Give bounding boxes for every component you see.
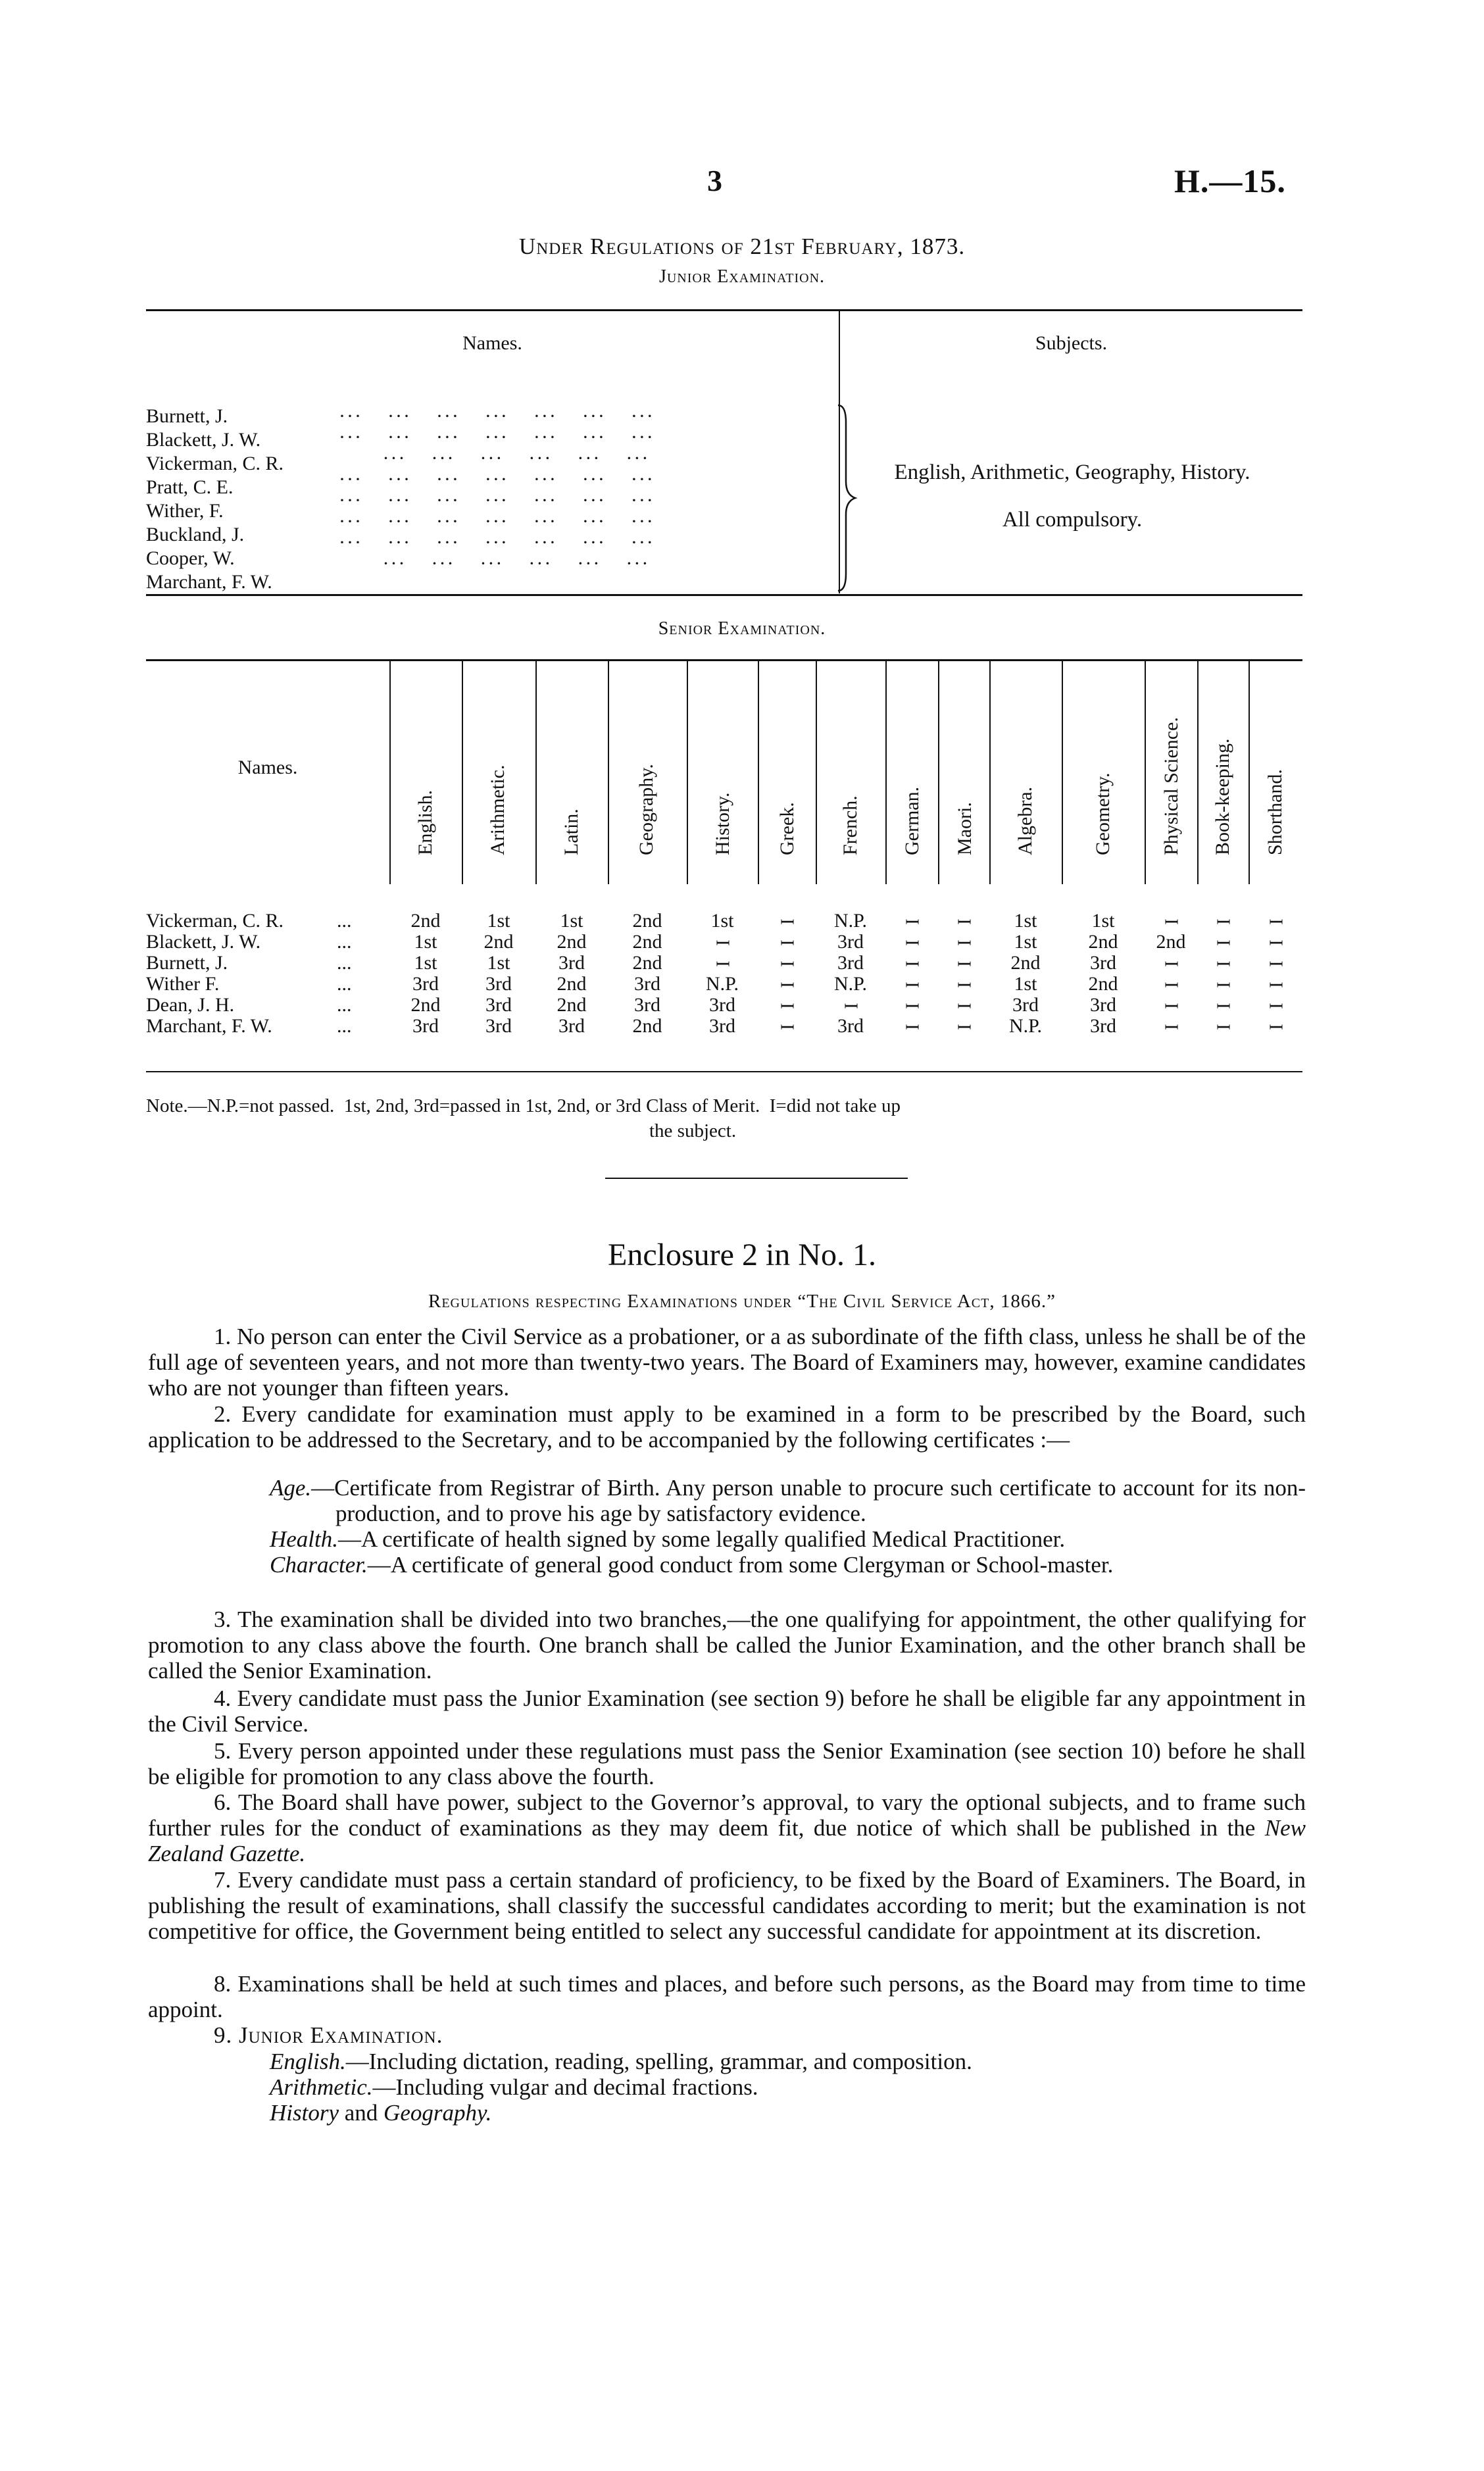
table-cell: 1st: [1014, 931, 1037, 953]
junior-subjects-text: English, Arithmetic, Geography, History.: [894, 461, 1250, 484]
junior-bottom-rule: [146, 594, 1302, 596]
table-cell: 1st: [487, 910, 510, 932]
table-cell: 3rd: [412, 1015, 439, 1037]
paragraph-6: 6. The Board shall have power, subject to the Governor’s approval, to vary the optional subjects, and to frame such further rules for the conduct of examinations as they may deem fit, due notice of which shall be published in the New Zealand Gazette.: [148, 1789, 1306, 1866]
list-item: Wither, F.: [146, 500, 224, 522]
table-cell: 2nd: [632, 952, 662, 974]
table-cell: 3rd: [837, 1015, 864, 1037]
junior-subjects-header: Subjects.: [1035, 332, 1108, 354]
table-cell: 3rd: [1012, 994, 1039, 1016]
table-cell: 1st: [1091, 910, 1115, 932]
junior-brace: [834, 403, 860, 593]
table-cell: 1st: [414, 931, 437, 953]
table-cell: 3rd: [709, 994, 735, 1016]
table-row-name: Blackett, J. W.: [146, 931, 261, 953]
regulations-title: Under Regulations of 21st February, 1873.: [518, 234, 966, 259]
leader-dots: ··· ··· ··· ··· ··· ··· ··· ··· ··· ··· ··· ··· ··· ··· ··· ··· ··· ··· ··· ··· ··· ··· ··· ··· ··· ··· ··· ··· ··· ··· ··· ··· ··· ··· ··· ··· ··· ··· ··· ··· ··· ··· ··· ··· ··· ··· ··· ··· ··· ··· ··· ··· ··· ···: [339, 405, 655, 574]
certificate-character: Character.—A certificate of general good conduct from some Clergyman or School-master.: [270, 1552, 1114, 1578]
table-cell: 2nd: [556, 973, 587, 995]
table-cell: 2nd: [632, 910, 662, 932]
table-cell: I: [840, 1003, 861, 1009]
table-cell: 1st: [487, 952, 510, 974]
table-cell: N.P.: [833, 910, 868, 932]
table-cell: I: [1212, 982, 1233, 988]
senior-top-rule: [146, 659, 1302, 661]
subject-header: Geography.: [635, 764, 657, 855]
table-cell: I: [901, 982, 922, 988]
table-cell: 3rd: [634, 973, 660, 995]
table-row-name: Burnett, J.: [146, 952, 228, 974]
junior-names-header: Names.: [462, 332, 522, 354]
subject-header: Physical Science.: [1160, 717, 1182, 855]
subject-english: English.—Including dictation, reading, spelling, grammar, and composition.: [270, 2049, 972, 2074]
table-cell: 2nd: [1156, 931, 1186, 953]
table-cell: 2nd: [410, 994, 441, 1016]
junior-exam-subjects: [270, 2049, 1306, 2126]
senior-bottom-rule: [146, 1071, 1302, 1072]
enclosure-title: Enclosure 2 in No. 1.: [608, 1237, 876, 1272]
table-cell: 1st: [1014, 973, 1037, 995]
table-cell: I: [1265, 939, 1286, 946]
table-cell: I: [1160, 961, 1181, 967]
certificate-health: Health.—A certificate of health signed by some legally qualified Medical Practitioner.: [270, 1526, 1066, 1552]
table-cell: I: [712, 961, 733, 967]
junior-top-rule: [146, 309, 1302, 311]
table-cell: N.P.: [1008, 1015, 1043, 1037]
table-cell: 3rd: [837, 952, 864, 974]
subject-header: Latin.: [560, 809, 582, 855]
paragraph-4: 4. Every candidate must pass the Junior Examination (see section 9) before he shall be eligible far any appointment in the Civil Service.: [148, 1685, 1306, 1737]
table-cell: I: [1160, 982, 1181, 988]
subject-header: Arithmetic.: [487, 764, 508, 855]
subject-header: History.: [712, 792, 733, 855]
table-cell: I: [1160, 1003, 1181, 1009]
table-cell: I: [776, 982, 797, 988]
subject-header: Shorthand.: [1264, 769, 1286, 855]
table-cell: 2nd: [1088, 973, 1118, 995]
table-cell: I: [776, 1003, 797, 1009]
table-cell: 3rd: [1090, 1015, 1116, 1037]
senior-names-header: Names.: [237, 757, 298, 778]
table-row-name: Wither F.: [146, 973, 220, 995]
table-row-name: Dean, J. H.: [146, 994, 235, 1016]
page-number: 3: [707, 164, 722, 197]
list-item: Marchant, F. W.: [146, 571, 272, 593]
subject-header: Maori.: [954, 802, 976, 855]
table-cell: 3rd: [412, 973, 439, 995]
subject-header: Geometry.: [1092, 772, 1114, 855]
list-item: Buckland, J.: [146, 524, 245, 545]
table-row-name: Vickerman, C. R.: [146, 910, 284, 932]
subject-header: Algebra.: [1014, 786, 1036, 855]
table-cell: 2nd: [1088, 931, 1118, 953]
table-cell: I: [712, 939, 733, 946]
table-cell: I: [776, 1024, 797, 1030]
table-cell: I: [1265, 982, 1286, 988]
table-cell: I: [1265, 1024, 1286, 1030]
leader-dots: ... ... ... ... ... ...: [337, 910, 352, 1037]
certificate-age: Age.—Certificate from Registrar of Birth. Any person unable to procure such certificate to account for its non-production, and to prove his age by satisfactory evidence.: [270, 1475, 1306, 1526]
table-cell: I: [776, 918, 797, 925]
table-cell: 1st: [560, 910, 583, 932]
table-cell: N.P.: [833, 973, 868, 995]
paragraph-9: 9. Junior Examination.: [214, 2022, 443, 2048]
list-item: Pratt, C. E.: [146, 476, 234, 498]
subject-arithmetic: Arithmetic.—Including vulgar and decimal fractions.: [270, 2074, 758, 2100]
paragraph-7: 7. Every candidate must pass a certain standard of proficiency, to be fixed by the Board of Examiners. The Board, in publishing the result of examinations, shall classify the successful candidates according to merit; but the examination is not competitive for office, the Government being entitled to select any successful candidate for appointment at its discretion.: [148, 1867, 1306, 1944]
table-cell: I: [776, 939, 797, 946]
table-cell: I: [953, 982, 974, 988]
list-item: Cooper, W.: [146, 547, 235, 569]
table-cell: I: [953, 961, 974, 967]
table-cell: 2nd: [556, 994, 587, 1016]
table-cell: I: [901, 939, 922, 946]
table-cell: I: [901, 1003, 922, 1009]
certificates-list: [270, 1475, 1306, 1578]
junior-title: Junior Examination.: [658, 266, 826, 287]
table-cell: 2nd: [632, 931, 662, 953]
list-item: Vickerman, C. R.: [146, 453, 284, 474]
table-cell: 1st: [1014, 910, 1037, 932]
table-cell: I: [953, 939, 974, 946]
enclosure-subtitle: Regulations respecting Examinations under “The Civil Service Act, 1866.”: [428, 1291, 1056, 1312]
table-cell: 2nd: [1010, 952, 1041, 974]
subject-header: Greek.: [776, 802, 798, 855]
table-cell: 2nd: [483, 931, 514, 953]
table-cell: I: [1265, 961, 1286, 967]
table-cell: I: [953, 918, 974, 925]
table-cell: 3rd: [634, 994, 660, 1016]
paragraph-2: 2. Every candidate for examination must apply to be examined in a form to be prescribed by the Board, such application to be addressed to the Secretary, and to be accompanied by the following certificates :—: [148, 1401, 1306, 1453]
table-cell: I: [1265, 1003, 1286, 1009]
table-cell: I: [1212, 961, 1233, 967]
table-cell: I: [953, 1024, 974, 1030]
table-cell: I: [1160, 918, 1181, 925]
section-separator: [605, 1178, 908, 1179]
senior-title: Senior Examination.: [658, 618, 826, 639]
table-cell: 3rd: [485, 994, 512, 1016]
table-cell: I: [776, 961, 797, 967]
document-code: H.—15.: [1174, 162, 1286, 199]
table-cell: I: [1160, 1024, 1181, 1030]
table-cell: I: [1212, 1024, 1233, 1030]
table-cell: 1st: [710, 910, 734, 932]
table-note-continued: the subject.: [649, 1120, 737, 1141]
subject-header: Book-keeping.: [1212, 738, 1233, 855]
table-row-name: Marchant, F. W.: [146, 1015, 272, 1037]
subject-header: French.: [839, 795, 861, 855]
subject-history-geography: History and Geography.: [270, 2100, 492, 2126]
table-cell: 2nd: [556, 931, 587, 953]
paragraph-1: 1. No person can enter the Civil Service as a probationer, or a as subordinate of the fifth class, unless he shall be of the full age of seventeen years, and not more than twenty-two years. The Board of Examiners may, however, examine candidates who are not younger than fifteen years.: [148, 1324, 1306, 1401]
table-cell: I: [901, 1024, 922, 1030]
list-item: Blackett, J. W.: [146, 429, 261, 451]
table-cell: 3rd: [709, 1015, 735, 1037]
table-cell: 2nd: [632, 1015, 662, 1037]
table-cell: N.P.: [705, 973, 739, 995]
table-cell: I: [953, 1003, 974, 1009]
paragraph-3: 3. The examination shall be divided into two branches,—the one qualifying for appointment, the other qualifying for promotion to any class above the fourth. One branch shall be called the Junior Examination, and the other branch shall be called the Senior Examination.: [148, 1607, 1306, 1684]
list-item: Burnett, J.: [146, 405, 228, 427]
table-cell: I: [1212, 1003, 1233, 1009]
subject-header: English.: [414, 789, 436, 855]
junior-compulsory-text: All compulsory.: [1002, 508, 1143, 532]
table-cell: 3rd: [558, 1015, 585, 1037]
table-cell: 3rd: [485, 973, 512, 995]
table-cell: 3rd: [558, 952, 585, 974]
paragraph-8: 8. Examinations shall be held at such times and places, and before such persons, as the Board may from time to time appoint.: [148, 1971, 1306, 2022]
table-cell: 3rd: [1090, 994, 1116, 1016]
table-cell: I: [1212, 918, 1233, 925]
table-cell: 3rd: [837, 931, 864, 953]
table-cell: I: [901, 961, 922, 967]
table-cell: 3rd: [485, 1015, 512, 1037]
subject-header: German.: [901, 786, 923, 855]
table-note: Note.—N.P.=not passed. 1st, 2nd, 3rd=passed in 1st, 2nd, or 3rd Class of Merit. I=did not take up: [146, 1095, 901, 1116]
table-cell: 1st: [414, 952, 437, 974]
table-cell: I: [901, 918, 922, 925]
paragraph-5: 5. Every person appointed under these regulations must pass the Senior Examination (see section 10) before he shall be eligible for promotion to any class above the fourth.: [148, 1738, 1306, 1789]
table-cell: I: [1212, 939, 1233, 946]
table-cell: I: [1265, 918, 1286, 925]
table-cell: 3rd: [1090, 952, 1116, 974]
table-cell: 2nd: [410, 910, 441, 932]
